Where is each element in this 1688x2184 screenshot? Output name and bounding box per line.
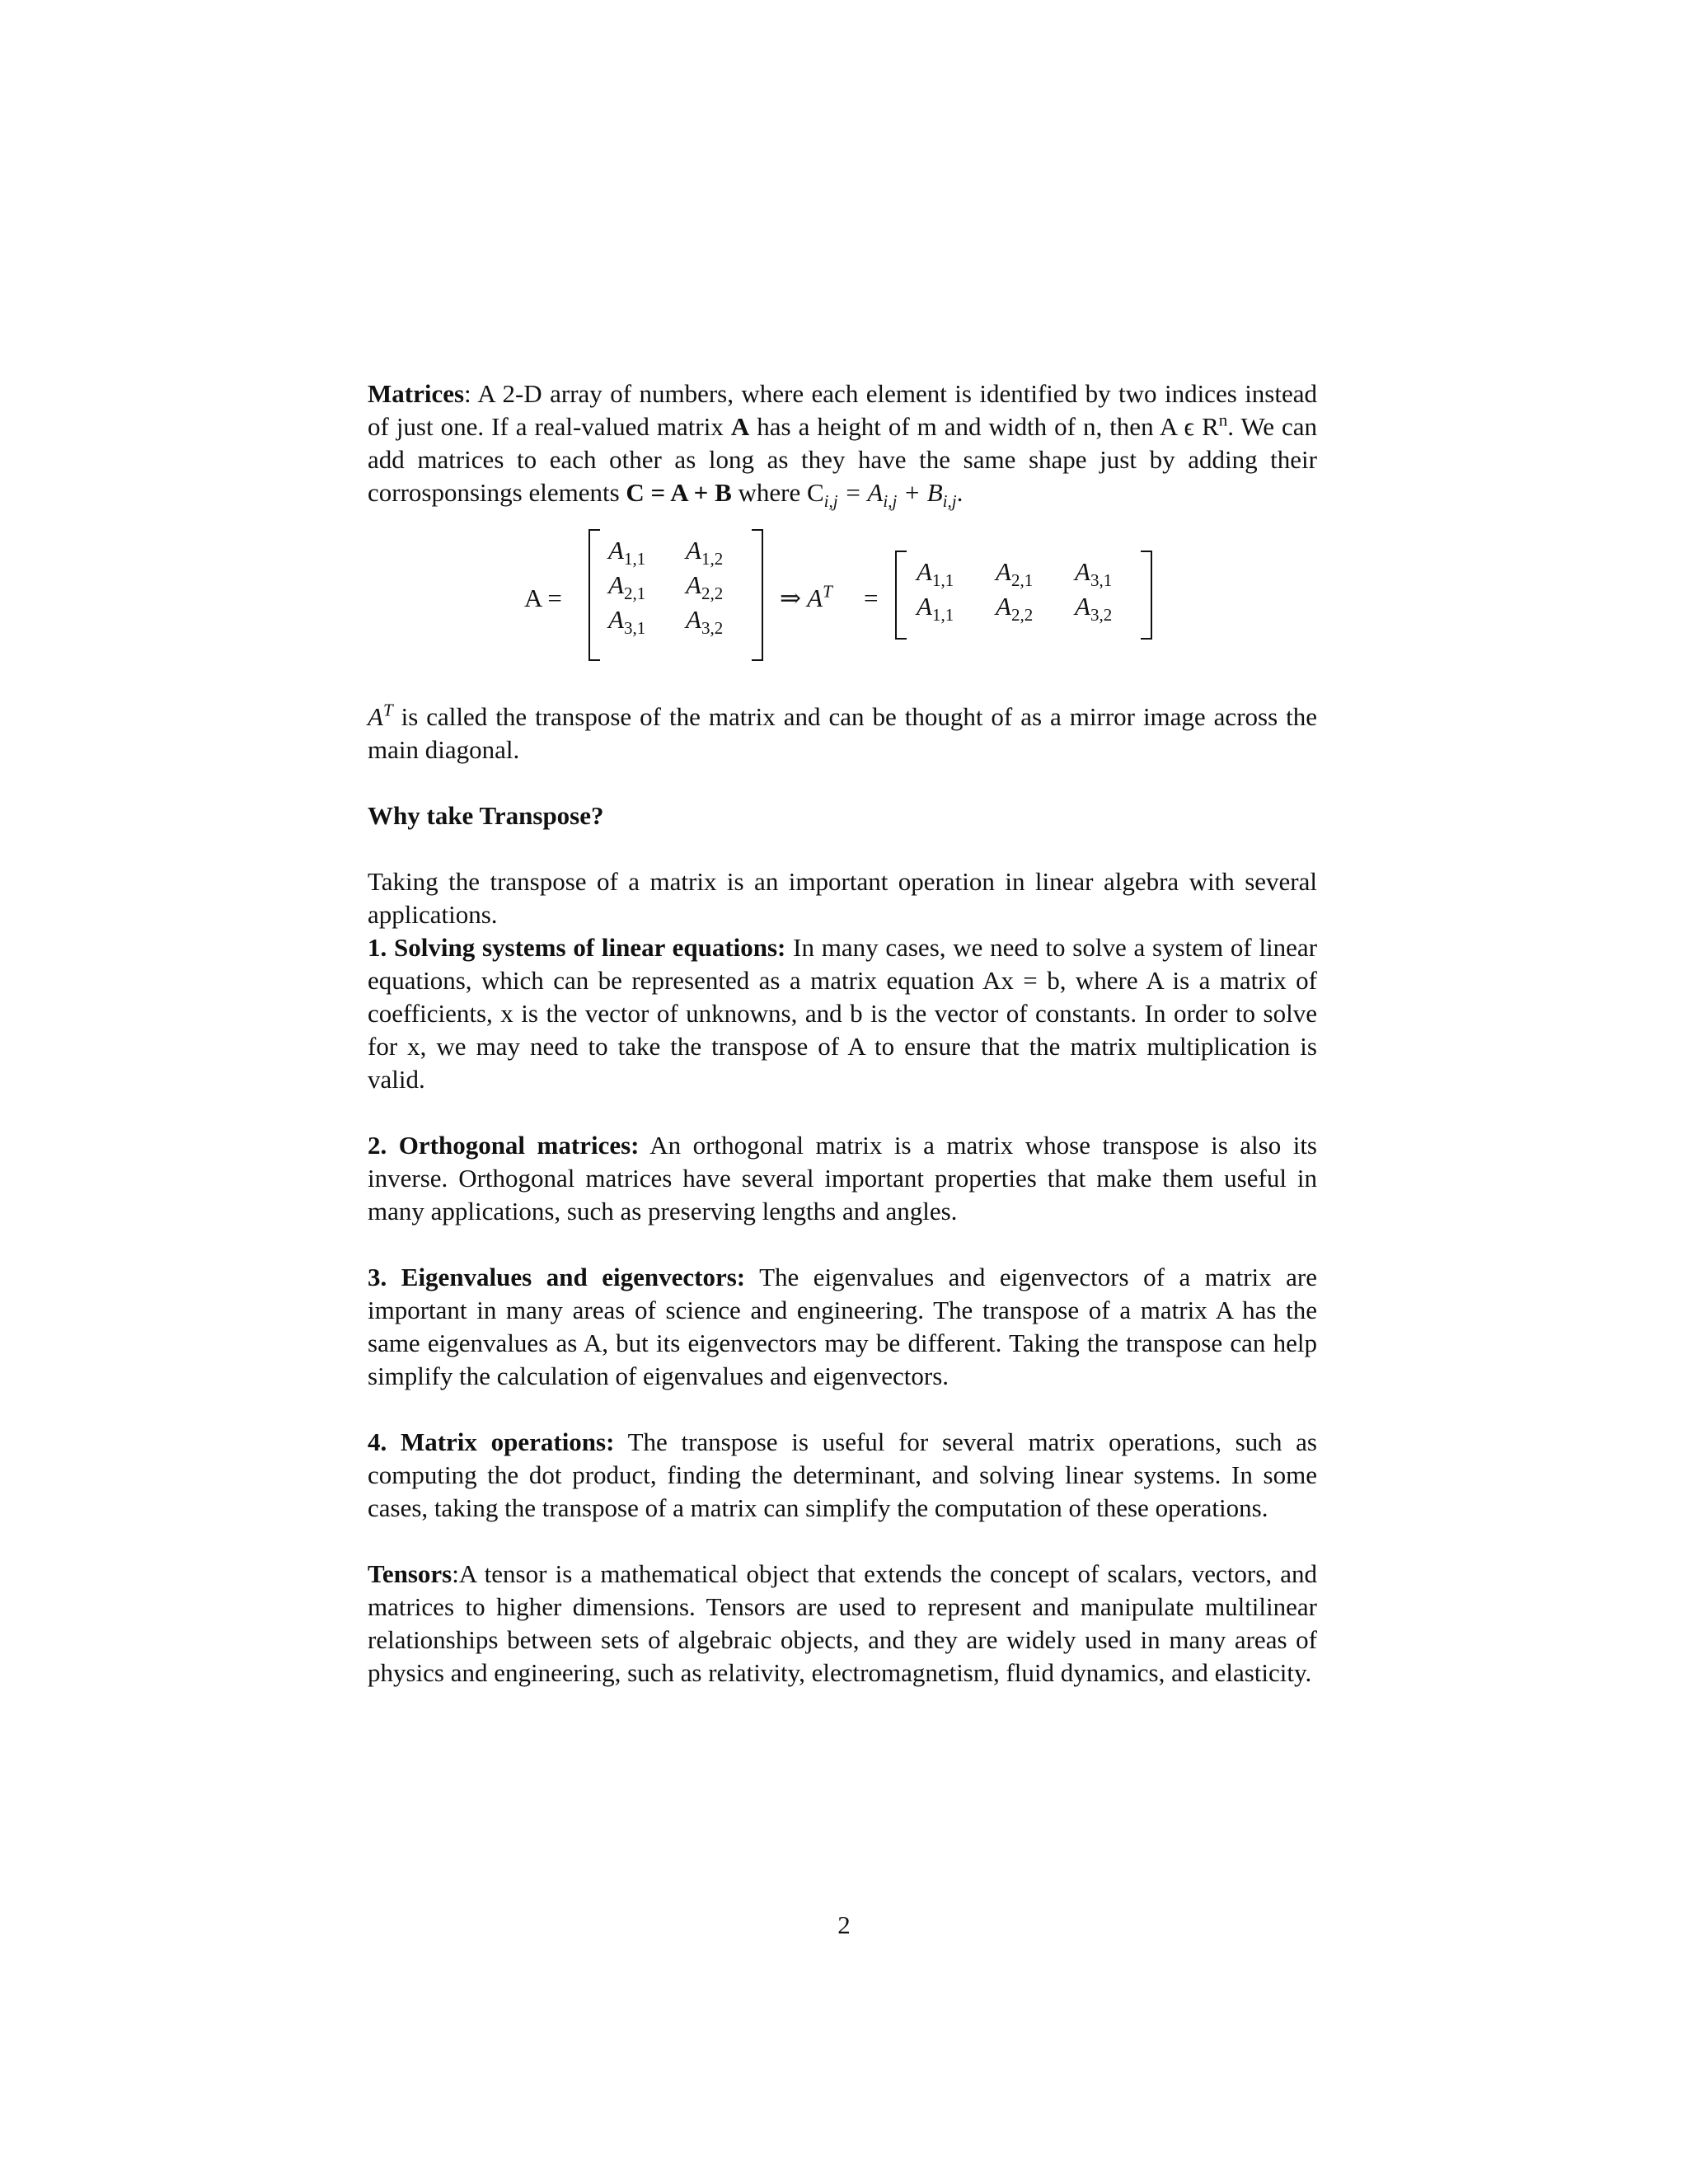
matrices-text: . We can add matrices to each other as long as they have the same shape just by adding their corrosponsings elements: [368, 412, 1318, 507]
tensors-paragraph: [368, 1558, 1317, 1690]
item-text: The eigenvalues and eigenvectors of a matrix are important in many areas of science and engineering. The transpose of a matrix A has the same eigenvalues as A, but its eigenvectors may be different. Taking the transpose can help simplify the calculation of eigenvalues and eigenvectors.: [368, 1263, 1318, 1390]
list-item: [368, 931, 1317, 1096]
matrices-text: + B: [897, 478, 943, 507]
matrices-text: = A: [837, 478, 884, 507]
equation-lhs: A =: [524, 583, 562, 612]
right-bracket: [1141, 551, 1152, 640]
left-bracket: [895, 551, 907, 640]
list-item: [368, 1426, 1317, 1525]
matrix-a: [588, 529, 763, 661]
matrices-text: where C: [731, 478, 824, 507]
matrix-entry: $A_{2,1}$: [996, 557, 1034, 591]
page-number: 2: [837, 1910, 851, 1939]
subscript: i,j: [823, 491, 838, 512]
matrix-entry: $A_{1,2}$: [686, 536, 724, 569]
matrix-entry: $A_{1,1}$: [917, 557, 954, 591]
sum-equation: C = A + B: [626, 478, 732, 507]
matrix-entry: $A_{1,1}$: [608, 536, 646, 569]
matrices-text: has a height of m and width of n, then A ϵ R: [749, 412, 1219, 441]
matrix-entry: $A_{3,1}$: [608, 605, 646, 639]
superscript: T: [823, 581, 832, 602]
matrix-entry: $A_{3,2}$: [686, 605, 724, 639]
item-text: An orthogonal matrix is a matrix whose transpose is also its inverse. Orthogonal matrices have several important properties that make them useful in many applications, such as preserving lengths and angles.: [368, 1131, 1317, 1226]
left-bracket: [588, 529, 600, 661]
right-bracket: [752, 529, 763, 661]
matrix-entry: $A_{3,2}$: [1075, 592, 1113, 626]
arrow-text: ⇒ A: [780, 583, 823, 612]
implies-arrow: [780, 583, 832, 613]
matrix-a-transpose: [895, 551, 1152, 640]
transpose-note-text: is called the transpose of the matrix and can be thought of as a mirror image across the main diagonal.: [368, 702, 1317, 764]
matrix-entry: $A_{2,2}$: [686, 570, 724, 604]
equation-equals: =: [864, 583, 879, 612]
subscript: i,j: [942, 491, 957, 512]
item-text: The transpose is useful for several matrix operations, such as computing the dot product, finding the determinant, and solving linear systems. In some cases, taking the transpose of a matrix can simplify the computation of these operations.: [368, 1427, 1317, 1522]
matrix-entry: $A_{3,1}$: [1075, 557, 1113, 591]
item-label: 1. Solving systems of linear equations:: [368, 933, 786, 962]
matrix-entry: $A_{2,2}$: [996, 592, 1034, 626]
why-heading: Why take Transpose?: [368, 801, 604, 830]
document-page: [368, 377, 1317, 1690]
matrix-symbol: A: [730, 412, 750, 441]
subscript: i,j: [883, 491, 898, 512]
item-label: 2. Orthogonal matrices:: [368, 1131, 640, 1160]
superscript: T: [382, 700, 393, 720]
intro-paragraph: Taking the transpose of a matrix is an important operation in linear algebra with several applications.: [368, 867, 1317, 929]
list-item: [368, 1129, 1317, 1228]
matrices-term: Matrices: [368, 379, 465, 408]
tensors-text: :A tensor is a mathematical object that extends the concept of scalars, vectors, and matrices to higher dimensions. Tensors are used to represent and manipulate multilinear relationships between sets of algebraic objects, and they are widely used in many areas of physics and engineering, such as relativity, electromagnetism, fluid dynamics, and elasticity.: [368, 1559, 1317, 1687]
item-label: 4. Matrix operations:: [368, 1427, 615, 1456]
tensors-term: Tensors: [368, 1559, 452, 1588]
matrices-paragraph: [368, 377, 1318, 512]
transpose-note: [368, 701, 1317, 766]
transpose-equation: [368, 527, 1317, 676]
matrices-text: .: [956, 478, 964, 507]
item-label: 3. Eigenvalues and eigenvectors:: [368, 1263, 746, 1291]
transpose-symbol: A: [368, 702, 383, 731]
list-item: [368, 1261, 1317, 1393]
matrix-entry: $A_{1,1}$: [917, 592, 954, 626]
item-text: In many cases, we need to solve a system of linear equations, which can be represented as a matrix equation Ax = b, where A is a matrix of coefficients, x is the vector of unknowns, and b is the vector of constants. In order to solve for x, we may need to take the transpose of A to ensure that the matrix multiplication is valid.: [368, 933, 1318, 1094]
matrix-entry: $A_{2,1}$: [608, 570, 646, 604]
matrices-text: : A 2-D array of numbers, where each element is identified by two indices instead of just one. If a real-valued matrix: [368, 379, 1317, 441]
superscript: n: [1218, 410, 1228, 430]
